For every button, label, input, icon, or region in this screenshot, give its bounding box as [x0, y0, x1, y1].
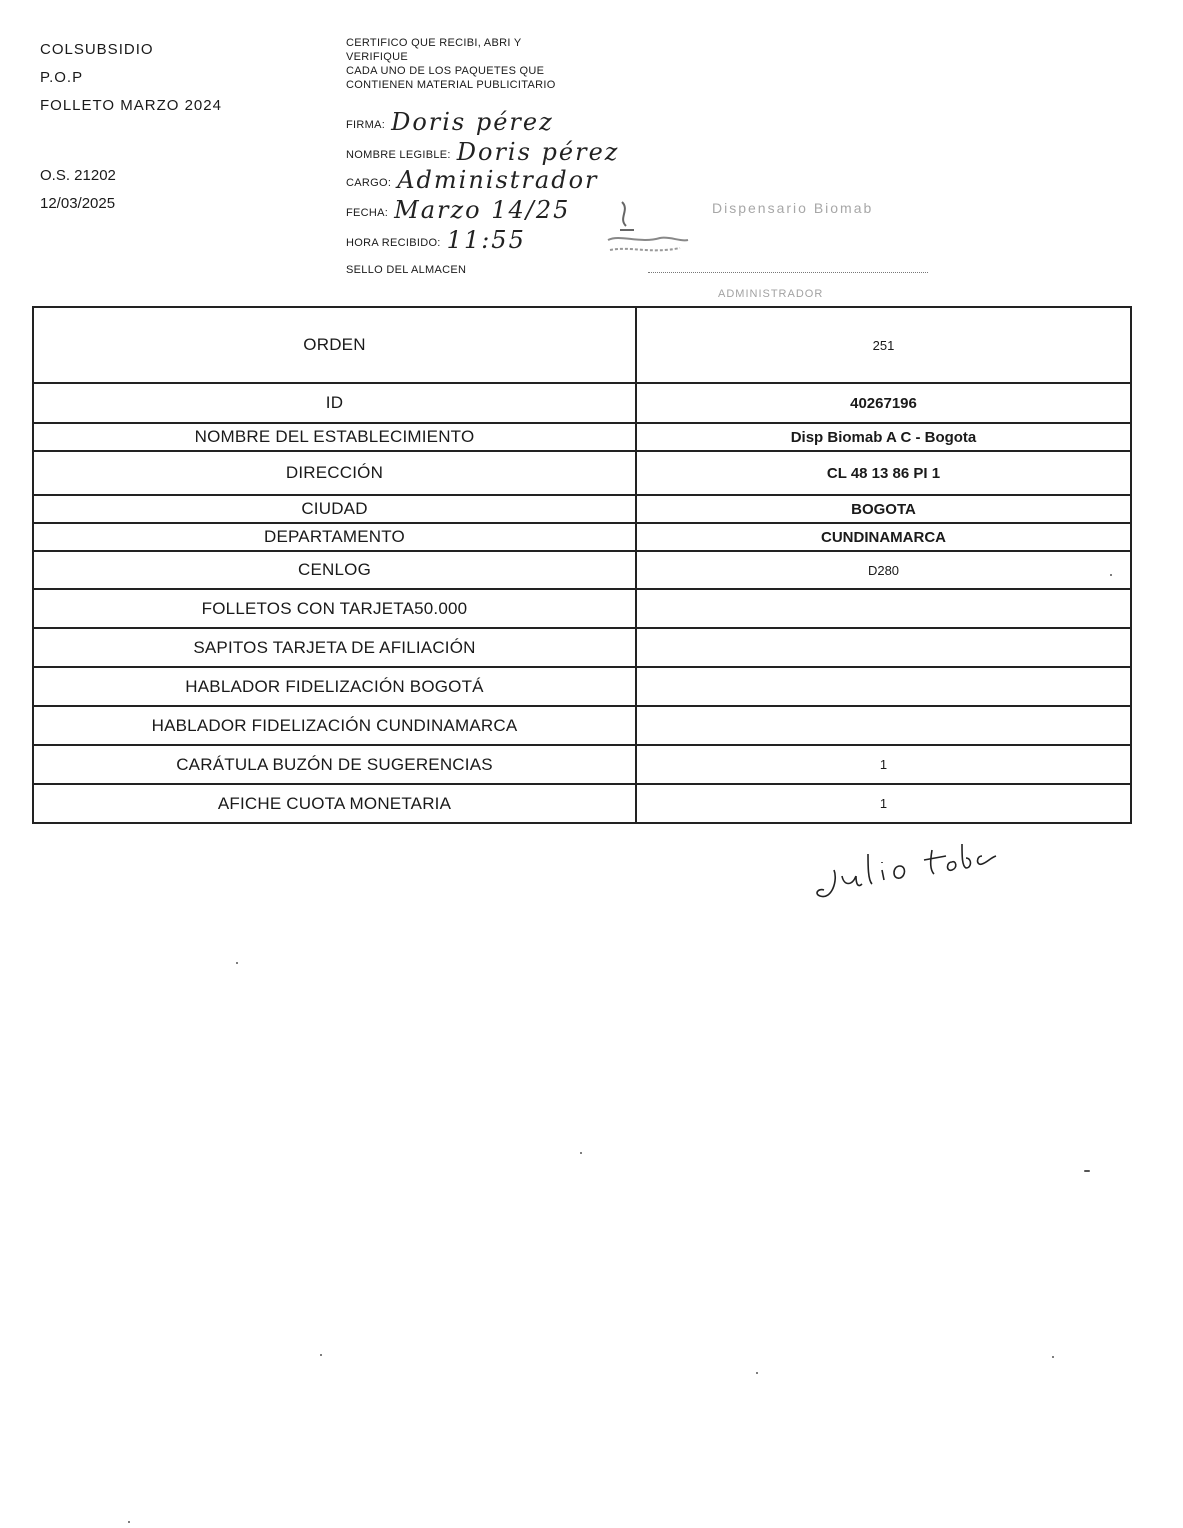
- campaign-title: FOLLETO MARZO 2024: [40, 97, 222, 114]
- table-row: [33, 523, 1131, 551]
- company-name: COLSUBSIDIO: [40, 41, 154, 58]
- row-key: HABLADOR FIDELIZACIÓN CUNDINAMARCA: [33, 706, 636, 745]
- pop-label: P.O.P: [40, 69, 84, 86]
- nombre-field: [346, 138, 619, 166]
- table-row: [33, 589, 1131, 628]
- row-key: FOLLETOS CON TARJETA50.000: [33, 589, 636, 628]
- scan-speck: [128, 1521, 130, 1523]
- cargo-field: [346, 166, 599, 194]
- handwritten-signature-icon: [812, 840, 1002, 910]
- table-row: [33, 784, 1131, 823]
- row-value: [636, 589, 1131, 628]
- fecha-field: [346, 196, 570, 224]
- row-value: 1: [636, 784, 1131, 823]
- firma-label: FIRMA:: [346, 119, 386, 131]
- row-value: Disp Biomab A C - Bogota: [636, 423, 1131, 451]
- seal-stamp-icon: [600, 196, 690, 258]
- os-date: 12/03/2025: [40, 195, 116, 212]
- row-key: AFICHE CUOTA MONETARIA: [33, 784, 636, 823]
- scan-speck: [1084, 1170, 1090, 1172]
- row-value: [636, 667, 1131, 706]
- scan-speck: [580, 1152, 582, 1154]
- certificate-text: [346, 36, 606, 92]
- table-row: [33, 706, 1131, 745]
- row-value: CL 48 13 86 PI 1: [636, 451, 1131, 495]
- order-service-block: [40, 162, 116, 218]
- nombre-label: NOMBRE LEGIBLE:: [346, 149, 451, 161]
- row-key: ORDEN: [33, 307, 636, 383]
- hora-label: HORA RECIBIDO:: [346, 237, 441, 249]
- scan-speck: [756, 1372, 758, 1374]
- header-block: [40, 36, 222, 120]
- scan-speck: [320, 1354, 322, 1356]
- row-key: CENLOG: [33, 551, 636, 589]
- table-row: [33, 451, 1131, 495]
- table-row: [33, 667, 1131, 706]
- fecha-label: FECHA:: [346, 207, 389, 219]
- firma-value: Doris pérez: [391, 108, 554, 136]
- scan-speck: [1052, 1356, 1054, 1358]
- fecha-value: Marzo 14/25: [394, 196, 571, 224]
- scan-speck: [236, 962, 238, 964]
- row-value: BOGOTA: [636, 495, 1131, 523]
- cargo-value: Administrador: [397, 166, 599, 194]
- nombre-value: Doris pérez: [456, 138, 620, 166]
- stamp-store-name: Dispensario Biomab: [712, 200, 874, 216]
- table-row: [33, 495, 1131, 523]
- delivery-table: [32, 306, 1132, 824]
- table-row: [33, 307, 1131, 383]
- row-key: DEPARTAMENTO: [33, 523, 636, 551]
- table-row: [33, 383, 1131, 423]
- table-row: [33, 551, 1131, 589]
- row-value: [636, 628, 1131, 667]
- cert-line: CADA UNO DE LOS PAQUETES QUE: [346, 65, 545, 77]
- table-row: [33, 628, 1131, 667]
- table-row: [33, 745, 1131, 784]
- row-key: CIUDAD: [33, 495, 636, 523]
- stamp-signature-line: [648, 272, 928, 273]
- stamp-role: ADMINISTRADOR: [718, 288, 824, 300]
- hora-field: [346, 226, 526, 254]
- row-value: 251: [636, 307, 1131, 383]
- cert-line: CONTIENEN MATERIAL PUBLICITARIO: [346, 79, 556, 91]
- row-key: HABLADOR FIDELIZACIÓN BOGOTÁ: [33, 667, 636, 706]
- cert-line: CERTIFICO QUE RECIBI, ABRI Y: [346, 37, 522, 49]
- hora-value: 11:55: [446, 226, 526, 254]
- sello-label: SELLO DEL ALMACEN: [346, 264, 467, 276]
- row-value: 40267196: [636, 383, 1131, 423]
- sello-field: [346, 264, 466, 276]
- row-key: DIRECCIÓN: [33, 451, 636, 495]
- row-key: NOMBRE DEL ESTABLECIMIENTO: [33, 423, 636, 451]
- cert-line: VERIFIQUE: [346, 51, 408, 63]
- table-row: [33, 423, 1131, 451]
- firma-field: [346, 108, 554, 136]
- os-number: O.S. 21202: [40, 167, 116, 184]
- row-key: SAPITOS TARJETA DE AFILIACIÓN: [33, 628, 636, 667]
- row-value: [636, 706, 1131, 745]
- row-value: 1: [636, 745, 1131, 784]
- row-key: ID: [33, 383, 636, 423]
- row-value: CUNDINAMARCA: [636, 523, 1131, 551]
- scan-speck: [1110, 574, 1112, 576]
- cargo-label: CARGO:: [346, 177, 392, 189]
- row-key: CARÁTULA BUZÓN DE SUGERENCIAS: [33, 745, 636, 784]
- row-value: D280: [636, 551, 1131, 589]
